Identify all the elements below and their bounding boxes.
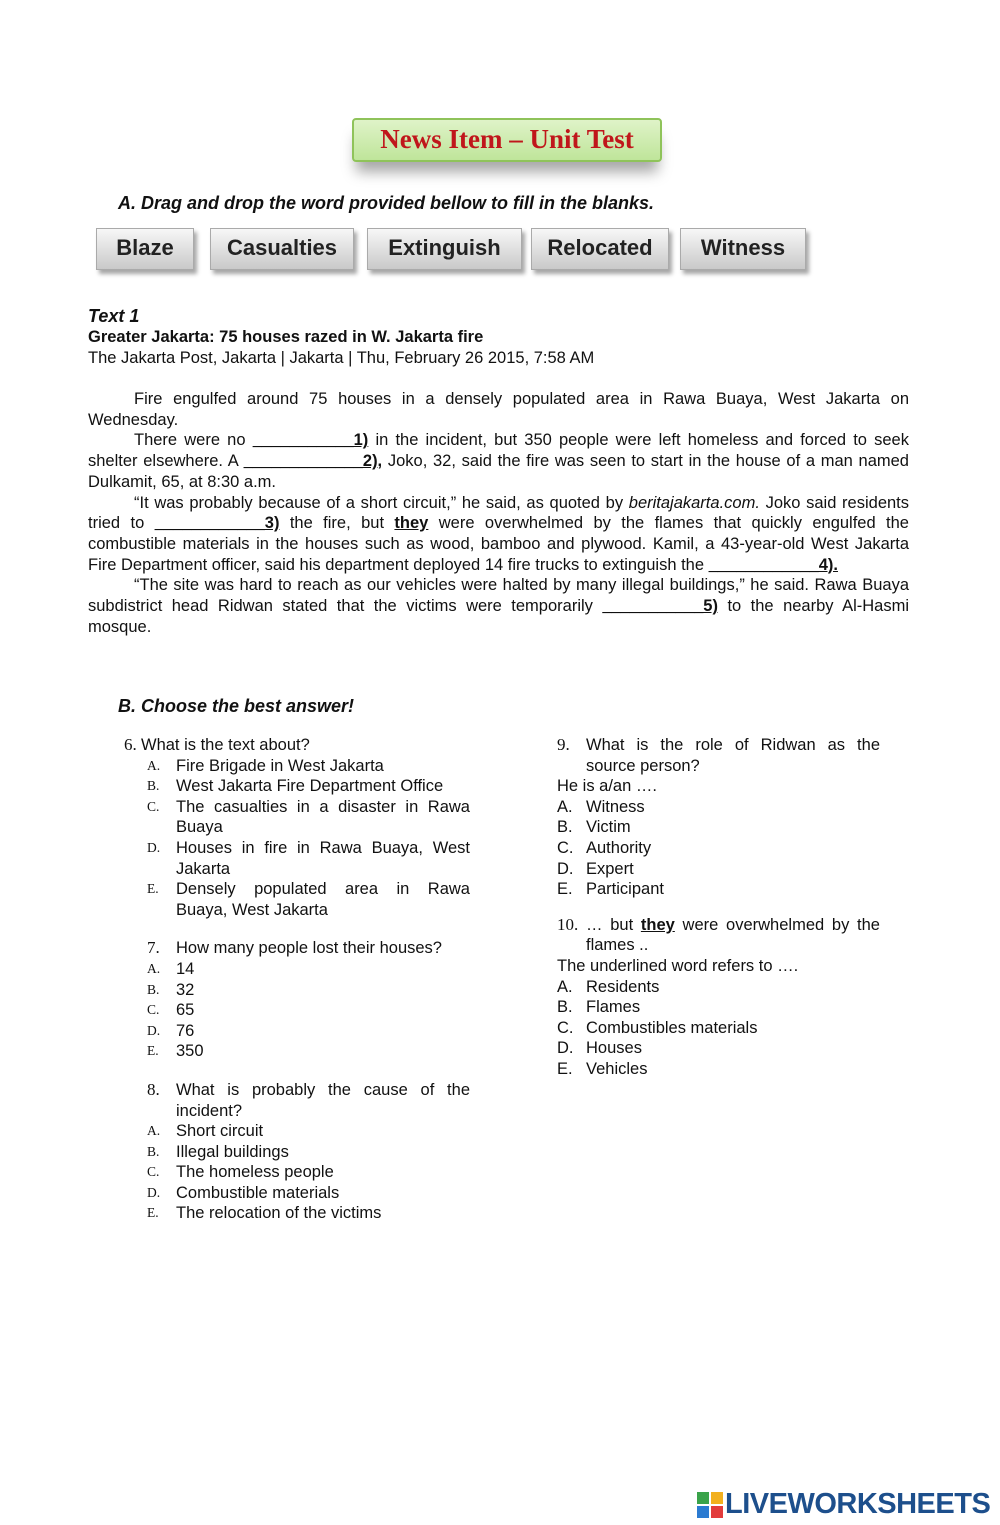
option-letter: B. [147,1143,160,1159]
question-stem: The underlined word refers to …. [557,956,799,975]
text-span: the fire, but [279,514,395,533]
section-b-heading: B. Choose the best answer! [118,696,355,716]
option[interactable] [147,1203,470,1224]
option[interactable] [147,1000,470,1021]
option[interactable] [147,776,470,797]
option[interactable] [147,797,470,838]
option[interactable] [557,859,880,880]
option[interactable] [557,977,880,998]
option[interactable] [557,1059,880,1080]
text-span: … but [586,915,641,934]
article-body [88,389,909,637]
option[interactable] [147,1021,470,1042]
paragraph-4 [88,575,909,637]
option[interactable] [557,797,880,818]
question-text: What is the role of Ridwan as the source person? [586,736,880,775]
word-tile-casualties[interactable]: Casualties [210,228,354,270]
paragraph-2 [88,430,909,492]
option[interactable] [147,1183,470,1204]
option[interactable] [557,1038,880,1059]
option-letter: D. [557,1039,574,1058]
option-letter: B. [147,778,160,794]
blank-2[interactable]: _____________2), [243,452,383,471]
option-text: Houses in fire in Rawa Buaya, West Jakarta [176,838,470,878]
option[interactable] [147,1121,470,1142]
option-letter: C. [147,1164,160,1180]
article-byline: The Jakarta Post, Jakarta | Jakarta | Thu, February 26 2015, 7:58 AM [88,349,595,367]
option[interactable] [557,879,880,900]
question-text: How many people lost their houses? [176,939,442,958]
question-6-options [124,756,470,921]
option-letter: D. [147,1184,161,1200]
text-span: There were no [134,431,253,450]
option-letter: E. [147,1205,159,1221]
option-letter: E. [557,880,573,899]
text-span: “It was probably because of a short circuit,” he said, as quoted by [134,493,629,512]
option-letter: A. [147,1123,161,1139]
question-10-options [557,977,880,1080]
page-title-text: News Item – Unit Test [380,124,634,154]
question-8-options [124,1121,470,1224]
option[interactable] [147,1162,470,1183]
text-span: Joko, 32, said the fire was seen to start in the house of a man named Dulkamit, 65, at 8:30 a.m. [88,452,909,491]
underlined-they: they [394,514,429,533]
blank-4[interactable]: ____________4). [708,555,838,574]
blank-3[interactable]: ____________3) [154,514,280,533]
option-text: Fire Brigade in West Jakarta [176,756,384,775]
page-title [352,118,662,162]
text-span: in the incident, but 350 people were left homeless and forced to seek shelter elsewhere. A [88,431,909,471]
option-text: Residents [586,977,660,996]
option[interactable] [147,838,470,879]
option-letter: E. [147,881,159,897]
questions-right-column [557,735,880,1080]
option-text: Victim [586,818,631,837]
option-letter: A. [557,977,573,996]
word-tile-extinguish[interactable]: Extinguish [367,228,522,270]
word-tile-relocated[interactable]: Relocated [531,228,669,270]
option-letter: D. [147,1022,161,1038]
option-text: Combustibles materials [586,1018,758,1037]
option-text: 65 [176,1001,195,1020]
option-text: Illegal buildings [176,1142,289,1161]
option[interactable] [147,1142,470,1163]
question-7-options [124,959,470,1062]
option[interactable] [557,997,880,1018]
question-number: 9. [557,735,570,754]
option-text: 14 [176,959,195,978]
section-a-heading: A. Drag and drop the word provided bellow to fill in the blanks. [118,193,655,213]
option-text: 32 [176,980,195,999]
liveworksheets-logo[interactable] [697,1488,990,1521]
text-span: to the nearby Al-Hasmi mosque. [88,597,909,636]
question-number: 7. [147,938,160,958]
option[interactable] [147,980,470,1001]
option-text: Vehicles [586,1059,648,1078]
word-tile-witness[interactable]: Witness [680,228,806,270]
option-text: Witness [586,797,645,816]
text-label: Text 1 [88,306,140,326]
option-letter: B. [557,818,573,837]
option-letter: C. [147,1002,160,1018]
blank-1[interactable]: ___________1) [252,431,369,450]
option-letter: B. [557,998,573,1017]
option-letter: B. [147,981,160,997]
option[interactable] [557,817,880,838]
option-letter: A. [147,960,161,976]
liveworksheets-logo-icon [697,1492,723,1518]
option-text: Authority [586,838,652,857]
blank-5[interactable]: ___________5) [602,597,718,616]
option-letter: A. [557,797,573,816]
option[interactable] [557,1018,880,1039]
option-text: 350 [176,1042,204,1061]
option-text: Flames [586,998,641,1017]
option-text: Expert [586,859,634,878]
option-letter: D. [147,839,161,855]
option[interactable] [557,838,880,859]
text-span: “The site was hard to reach as our vehicles were halted by many illegal buildings,” he said. Rawa Buaya subdistrict head Ridwan stated that the victims were temporarily [88,576,909,616]
question-number: 6. [124,735,137,754]
question-9 [557,735,880,776]
option[interactable] [147,959,470,980]
option-letter: C. [557,838,574,857]
option-text: The homeless people [176,1163,334,1182]
word-tile-blaze[interactable]: Blaze [96,228,194,270]
paragraph-1: Fire engulfed around 75 houses in a densely populated area in Rawa Buaya, West Jakarta on Wednesday. [88,390,909,429]
source-name: beritajakarta.com. [628,493,760,512]
question-text: What is the text about? [141,736,310,754]
question-8 [124,1080,470,1121]
question-number: 8. [147,1079,160,1099]
option-letter: E. [557,1059,573,1078]
underlined-they: they [640,915,675,934]
option-text: Densely populated area in Rawa Buaya, West Jakarta [176,880,470,919]
paragraph-3 [88,493,909,576]
question-10 [557,915,880,956]
option[interactable] [147,756,470,777]
question-stem: He is a/an …. [557,777,657,796]
question-7 [124,938,470,959]
option[interactable] [147,879,470,920]
option-text: West Jakarta Fire Department Office [176,777,444,796]
option-letter: C. [557,1018,574,1037]
option-letter: C. [147,798,160,814]
logo-text: LIVEWORKSHEETS [725,1488,991,1520]
question-number: 10. [557,914,579,934]
option-text: The relocation of the victims [176,1204,382,1223]
questions-left-column [124,735,470,1224]
text-span: were overwhelmed by the flames .. [586,915,880,955]
question-text: What is probably the cause of the incident? [176,1080,470,1120]
option-text: Combustible materials [176,1183,340,1202]
option[interactable] [147,1041,470,1062]
option-text: Participant [586,880,664,899]
article-headline: Greater Jakarta: 75 houses razed in W. Jakarta fire [88,328,484,346]
question-9-options [557,797,880,900]
option-letter: D. [557,859,574,878]
text-span: were overwhelmed by the flames that quickly engulfed the combustible materials in the houses such as wood, bamboo and plywood. Kamil, a 43-year-old West Jakarta Fire Department officer, said his department deployed 14 fire trucks to extinguish the [88,514,909,574]
question-6 [124,735,470,756]
option-text: The casualties in a disaster in Rawa Buaya [176,797,470,837]
option-text: 76 [176,1021,195,1040]
text-span: Joko said residents tried to [88,493,910,533]
option-text: Short circuit [176,1122,264,1141]
option-text: Houses [586,1039,642,1058]
option-letter: E. [147,1043,159,1059]
option-letter: A. [147,757,161,773]
